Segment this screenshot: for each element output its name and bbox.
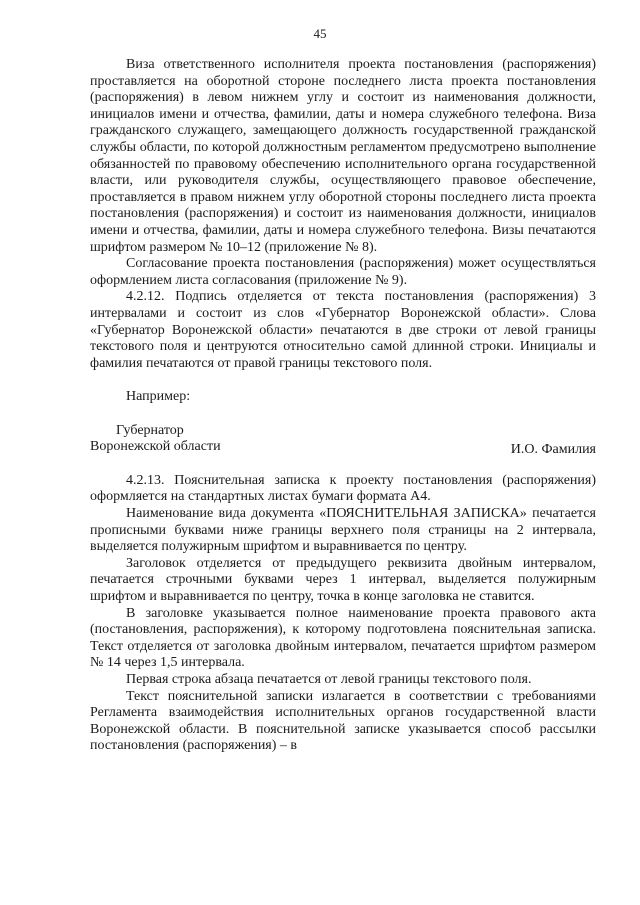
paragraph-4-2-12: 4.2.12. Подпись отделяется от текста постановления (распоряжения) 3 интервалами и состоит из слов «Губернатор Воронежской области». Слова «Губернатор Воронежской области» печатаются в две строки от левой границы текстового поля и центруются относительно самой длинной строки. Инициалы и фамилия печатаются от правой границы текстового поля.: [90, 289, 596, 371]
example-label: Например:: [126, 389, 191, 405]
paragraph-first-line: Первая строка абзаца печатается от левой границы текстового поля.: [126, 672, 532, 687]
signature-block: [90, 423, 596, 459]
paragraph-doc-type-name: Наименование вида документа «ПОЯСНИТЕЛЬНАЯ ЗАПИСКА» печатается прописными буквами ниже границы верхнего поля страницы на 2 интервала, выделяется полужирным шрифтом и выравнивается по центру.: [90, 506, 596, 555]
paragraph-visa: Виза ответственного исполнителя проекта постановления (распоряжения) проставляется на оборотной стороне последнего листа проекта постановления (распоряжения) в левом нижнем углу и состоит из наименования должности, инициалов имени и отчества, фамилии, даты и номера служебного телефона. Виза гражданского служащего, замещающего должность государственной гражданской службы области, по которой должностным регламентом предусмотрено выполнение обязанностей по правовому обеспечению исполнительного органа государственной власти, или руководителя службы, осуществляющего правовое обеспечение, проставляется в правом нижнем углу оборотной стороны последнего листа проекта постановления (распоряжения) и состоит из наименования должности, инициалов имени и отчества, фамилии, даты и номера служебного телефона. Визы печатаются шрифтом размером № 10–12 (приложение № 8).: [90, 57, 596, 255]
signature-title-line1: Губернатор: [116, 422, 184, 438]
paragraph-approval-sheet: Согласование проекта постановления (распоряжения) может осуществляться оформлением листа согласования (приложение № 9).: [90, 256, 596, 288]
paragraph-heading-content: В заголовке указывается полное наименование проекта правового акта (постановления, распоряжения), к которому подготовлена пояснительная записка. Текст отделяется от заголовка двойным интервалом, печатается шрифтом размером № 14 через 1,5 интервала.: [90, 605, 596, 671]
document-body: [90, 57, 596, 755]
paragraph-text-requirements: Текст пояснительной записки излагается в соответствии с требованиями Регламента взаимодействия исполнительных органов государственной власти Воронежской области. В пояснительной записке указывается способ рассылки постановления (распоряжения) – в: [90, 688, 596, 754]
signature-name: И.О. Фамилия: [510, 442, 596, 458]
paragraph-4-2-13: 4.2.13. Пояснительная записка к проекту постановления (распоряжения) оформляется на стандартных листах бумаги формата А4.: [90, 472, 596, 505]
signature-title: [90, 423, 221, 456]
signature-title-line2: Воронежской области: [90, 439, 221, 455]
page-number: 45: [313, 26, 327, 41]
paragraph-heading-format: Заголовок отделяется от предыдущего реквизита двойным интервалом, печатается строчными буквами через 1 интервал, выделяется полужирным шрифтом и выравнивается по центру, точка в конце заголовка не ставится.: [90, 555, 596, 605]
